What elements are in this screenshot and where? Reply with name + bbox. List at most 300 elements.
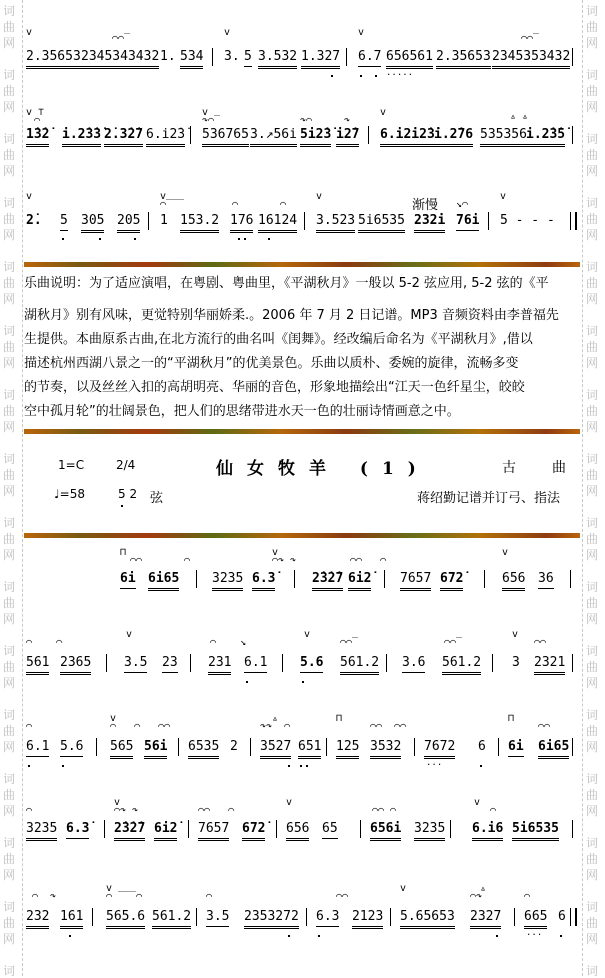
note-group: 6.3̇ [252,572,275,591]
tempo-mark: 渐慢 [412,198,439,213]
low-octave-dot [134,238,136,240]
time-signature: 2/4 [116,458,136,472]
low-octave-dot [306,765,308,767]
note-group: i.2̇3̇5̇ [526,128,565,147]
genre-label-2: 曲 [552,460,566,476]
slur-mark: ⌒ [34,115,41,126]
slur-mark: ⌒ [280,199,287,210]
watermark-char: 曲 [586,660,599,674]
watermark-char: 网 [586,548,599,562]
watermark-char: 网 [3,804,16,818]
slur-mark: ⌒⌒‾ [112,33,131,44]
watermark-char: 词 [586,388,599,402]
watermark-char: 网 [3,164,16,178]
slur-mark: ⌒⌒‾ [340,637,359,648]
tuning-label: 弦 [150,491,164,506]
note-group: 161 [60,910,83,929]
watermark-char: 词 [3,68,16,82]
slur-mark: ⌒ [524,891,531,902]
note-group: 6.i6 [472,822,503,841]
note-group: 2345343432 [81,50,159,69]
watermark-char: 词 [3,708,16,722]
low-octave-dot [28,765,30,767]
note-group: 2123 [352,910,383,929]
watermark-char: 曲 [586,852,599,866]
watermark-char: 网 [3,420,16,434]
breath-mark: v [400,883,407,894]
breath-mark: v [114,797,121,808]
note-group: 56i [144,740,167,759]
slur-mark: ⌒ ↘ [210,637,247,648]
low-octave-dot [121,505,123,507]
watermark-char: 网 [3,868,16,882]
slur-mark: ⌒⌒ ⌒ [350,555,387,566]
slur-mark: ⌒⌒ ⌒ [372,805,397,816]
bar-line [384,570,385,588]
watermark-char: 曲 [586,84,599,98]
watermark-char: 网 [586,420,599,434]
watermark-char: 曲 [3,916,16,930]
watermark-char: 词 [586,196,599,210]
watermark-char: 网 [586,36,599,50]
watermark-char: 曲 [586,404,599,418]
note-group: 3.532 [258,50,297,69]
note-group: 5 [244,50,252,67]
note-group: 125 [336,740,359,759]
watermark-char: 词 [3,836,16,850]
note-group: 16124 [258,214,297,233]
watermark-char: 网 [3,484,16,498]
note-group: 5.65653 [400,910,455,929]
description-line: 乐曲说明：为了适应演唱，在粤剧、粤曲里，《平湖秋月》一般以 5-2 弦应用, 5-2 弦的《平 [24,276,549,291]
note-group: 6i [508,740,524,757]
note-group: 672̇ [440,572,463,591]
breath-mark: v [224,27,231,38]
note-group: 6i [120,572,136,589]
watermark-char: 网 [586,740,599,754]
note-group: 3532 [370,740,401,759]
note-group: 7672 [424,740,455,759]
watermark-char: 网 [586,292,599,306]
bar-line [346,48,347,66]
watermark-char: 曲 [586,468,599,482]
score-piece-2 [24,540,580,976]
note-group: 5i6535 [358,214,405,233]
bar-line [488,212,489,230]
slur-mark: ⌒⌒ ⌒ [198,805,235,816]
watermark-column-right [582,0,605,976]
watermark-char: 网 [586,228,599,242]
watermark-char: 词 [3,132,16,146]
breath-mark: v [316,191,323,202]
breath-mark: v [126,629,133,640]
watermark-char: 词 [3,324,16,338]
slur-mark: ⌒ [184,555,191,566]
breath-mark: v [106,883,113,894]
low-octave-dot [99,238,101,240]
slur-mark: ⌒ ⌒ ⌒⌒ [110,721,171,732]
score-line-3 [24,710,580,780]
bar-line [572,126,573,144]
slur-mark: ⌒↷ [470,891,483,902]
bar-line [386,654,387,672]
note-group: 2̇3̇2̇7 [312,572,343,591]
slur-mark: ⌒ ↷ [32,891,57,902]
slur-mark: ⌒↷ ↷ [272,555,297,566]
note-group: 1.327 [301,50,340,69]
low-octave-dot [360,75,362,77]
bar-line [106,654,107,672]
watermark-char: 词 [3,260,16,274]
note-group: 6 [478,739,486,754]
note-group: i.2̇3̇3̇ [62,128,101,147]
breath-mark: v [286,797,293,808]
bar-line [282,654,283,672]
watermark-char: 网 [3,100,16,114]
low-octave-dot [331,75,333,77]
watermark-char: 曲 [3,596,16,610]
bar-line [326,738,327,756]
bar-line [104,820,105,838]
up-bow-mark: ⊓ [120,547,127,558]
note-group: 2321 [534,656,565,675]
note-group: 6i2̇ [348,572,371,591]
note-group: 6.3 [316,910,339,927]
note-group: 656561 [386,50,433,69]
note-group: 6535 [188,740,219,759]
low-octave-dot [268,238,270,240]
note-group: 5i6535 [512,822,559,841]
slur-mark: ⌒ [232,199,239,210]
slur-mark: ⌒↷ ↷ [114,805,139,816]
score-line-1 [24,544,580,614]
note-group: 2̇.3̇2̇7 [104,128,143,147]
note-group: 5.6 [300,656,323,673]
note-group: 3.↗56i [250,128,297,147]
low-octave-dots: ... [526,928,543,938]
note-group: 5.6 [60,740,83,757]
watermark-char: 曲 [3,468,16,482]
score-line-2 [24,628,580,698]
watermark-char: 词 [586,964,599,978]
slur-mark: ⌒ ⌒ [26,637,63,648]
bar-line [188,820,189,838]
watermark-char: 曲 [3,212,16,226]
note-group: 6i65 [538,740,569,759]
note-group: 656i [370,822,401,841]
note-group: 665 [524,910,547,929]
accent-mark: ▵ [480,883,487,894]
note-group: 3.523 [316,214,355,233]
note-group: 76i [456,214,479,231]
note-group: 565 [110,740,133,759]
watermark-char: 网 [586,484,599,498]
decorative-divider [24,533,580,538]
watermark-char: 词 [3,772,16,786]
score-piece-1 [24,0,580,255]
low-octave-dot [69,935,71,937]
watermark-char: 词 [586,708,599,722]
low-octave-dot [318,935,320,937]
genre-label: 古 [502,460,516,476]
bar-line [368,126,369,144]
low-octave-dot [300,765,302,767]
slur-mark: ⌒⌒‾ [444,637,463,648]
bar-line [212,48,213,66]
watermark-char: 词 [586,836,599,850]
note-group: 1̇3̇2̇ [26,128,49,147]
watermark-char: 词 [586,68,599,82]
score-line-5 [24,882,580,952]
watermark-char: 网 [586,100,599,114]
note-group: 561.2 [340,656,379,675]
bar-line [570,570,571,588]
bar-line [92,908,93,926]
bar-line [306,908,307,926]
slur-mark: ⌒ [206,891,213,902]
watermark-char: 网 [3,676,16,690]
watermark-char: 词 [586,324,599,338]
transcriber-credit: 蒋绍勤记谱并订弓、指法 [417,491,561,506]
watermark-char: 网 [586,164,599,178]
bar-line [450,820,451,838]
low-octave-dot [246,681,248,683]
watermark-char: 曲 [3,788,16,802]
note-group: i.2̇76 [434,128,473,147]
bar-line [492,654,493,672]
watermark-char: 词 [586,644,599,658]
final-bar-line [570,212,577,230]
watermark-char: 曲 [586,724,599,738]
watermark-char: 曲 [3,84,16,98]
note-group: 176 [230,214,253,233]
tuning: 5 2 [118,487,138,501]
breath-mark: v [272,547,279,558]
note-group: 6.1 [26,740,49,757]
note-group: 3235 [414,822,445,841]
note-group: 2327 [470,910,501,929]
bar-line [276,820,277,838]
bar-line [190,126,191,144]
description-line: 的节奏，以及丝丝入扣的高胡明亮、华丽的音色，形象地描绘出“江天一色纤星尘，皎皎 [24,380,525,395]
note-group: 6 [558,909,566,924]
note-group: 2365 [60,656,91,675]
note-group: 1. [160,49,176,64]
key-signature: 1=C [58,458,85,472]
score-line-1 [24,20,580,90]
slur-mark: ⌒ ‾‾‾⌒ [106,891,143,902]
watermark-char: 网 [586,676,599,690]
note-group: 6.i2̇3̇ [146,128,185,147]
note-group: 6.3̇ [66,822,89,839]
watermark-char: 词 [3,388,16,402]
watermark-char: 曲 [586,788,599,802]
slur-mark: ⌒ [26,721,33,732]
note-group: 3.5 [206,910,229,927]
score-line-4 [24,796,580,866]
note-group: 232̇i [414,214,445,233]
low-octave-dots: ..... [386,68,414,78]
bar-line [572,48,573,66]
watermark-char: 曲 [586,276,599,290]
watermark-char: 曲 [3,340,16,354]
bar-line [96,738,97,756]
score-line-3 [24,188,580,258]
watermark-char: 网 [3,292,16,306]
watermark-char: 网 [586,356,599,370]
watermark-char: 网 [3,228,16,242]
low-octave-dot [302,681,304,683]
bar-line [190,654,191,672]
description-line: 湖秋月》别有风味，更觉特别华丽娇柔.。2006 年 7 月 2 日记谱。MP3 音频资料由李普福先 [24,308,559,323]
note-group: 561.2 [442,656,481,675]
description-line: 空中孤月轮”的壮阔景色，把人们的思绪带进水天一色的壮丽诗情画意之中。 [24,404,460,419]
watermark-char: 曲 [586,596,599,610]
slur-mark: ⌒⌒ [336,891,349,902]
bar-line [484,570,485,588]
note-group: 7657 [400,572,431,591]
note-group: 561 [26,656,49,675]
decorative-divider [24,429,580,434]
low-octave-dots: ... [426,758,443,768]
note-group: 6.i2̇i2̇3̇ [380,128,435,147]
breath-mark: v [512,629,519,640]
note-group: 3.6 [402,656,425,673]
bar-line [498,738,499,756]
score-line-2 [24,106,580,176]
watermark-char: 曲 [3,20,16,34]
note-group: 651 [298,740,321,759]
slur-mark: ↷ [344,115,351,126]
watermark-char: 词 [586,772,599,786]
note-group: i2̇7 [336,128,359,147]
note-group: 3. [224,49,240,64]
watermark-char: 网 [3,356,16,370]
note-group: 36 [538,572,554,589]
description-line: 生提供。本曲原系古曲,在北方流行的曲名叫《闺舞》。经改编后命名为《平湖秋月》,借以 [24,332,533,347]
bar-line [390,908,391,926]
note-group: 6.1 [244,656,267,673]
note-group: 5 [60,214,68,231]
bar-line [250,738,251,756]
watermark-char: 网 [586,932,599,946]
decorative-divider [24,262,580,267]
tempo-marking: ♩=58 [54,487,85,501]
note-group: 6.7 [358,50,381,67]
watermark-char: 词 [3,644,16,658]
note-group: 2̇3̇2̇7 [114,822,145,841]
watermark-char: 词 [586,4,599,18]
breath-mark: v [304,629,311,640]
bar-line [304,212,305,230]
note-group: 153.2 [180,214,219,233]
breath-mark: v [110,713,117,724]
slur-mark: ⌒ [490,805,497,816]
note-group: 535356 [480,128,527,147]
bar-line [148,212,149,230]
low-octave-dot [238,238,240,240]
watermark-char: 词 [586,516,599,530]
slur-mark: ⌒⌒ [538,721,551,732]
accent-mark: ▵ ▵ [510,111,529,122]
note-group: 65 [322,822,338,839]
bar-line [196,570,197,588]
watermark-char: 网 [586,804,599,818]
up-bow-mark: ⊓ [508,713,515,724]
breath-mark: v [500,191,507,202]
breath-mark: v [202,107,209,118]
note-group: 2345353432 [492,50,570,69]
watermark-char: 词 [586,900,599,914]
note-group: 565.6 [106,910,145,929]
slur-mark: ↷⌒ [300,115,313,126]
low-octave-dot [560,935,562,937]
bar-line [514,908,515,926]
bar-line [196,908,197,926]
watermark-char: 网 [586,868,599,882]
slur-mark: ↘⌒ [456,199,469,210]
accent-mark: ▵ [272,713,279,724]
bar-line [572,654,573,672]
watermark-char: 曲 [586,340,599,354]
watermark-char: 网 [3,612,16,626]
note-group: 1 [160,213,168,228]
watermark-char: 网 [586,612,599,626]
watermark-char: 词 [3,580,16,594]
note-group: 534 [180,50,203,69]
watermark-char: 曲 [3,532,16,546]
bar-line [360,820,361,838]
watermark-column-left [0,0,23,976]
watermark-char: 曲 [586,916,599,930]
watermark-char: 词 [586,260,599,274]
breath-mark: v [358,27,365,38]
watermark-char: 词 [3,196,16,210]
note-group: 23 [162,656,178,673]
watermark-char: 词 [3,4,16,18]
note-group: 3 [512,655,520,670]
note-group: 656 [286,822,309,841]
breath-mark: v [160,191,167,202]
watermark-char: 曲 [3,148,16,162]
watermark-char: 曲 [3,404,16,418]
watermark-char: 曲 [3,276,16,290]
slur-mark: ⌒⌒ [130,555,143,566]
watermark-char: 词 [3,516,16,530]
note-group: 672̇ [242,822,265,841]
low-octave-dot [62,765,64,767]
watermark-char: 词 [586,452,599,466]
description-line: 描述杭州西湖八景之一的“平湖秋月”的优美景色。乐曲以质朴、委婉的旋律，流畅多变 [24,356,519,371]
watermark-char: 曲 [586,20,599,34]
note-group: 3.5 [124,656,147,673]
breath-mark: v [474,797,481,808]
low-octave-dot [375,75,377,77]
note-group: 3235 [26,822,57,841]
note-group: 561.2 [152,910,191,929]
description-block [24,272,580,424]
low-octave-dot [496,935,498,937]
note-group: 5i2̇3̇ [300,128,331,147]
bar-line [294,570,295,588]
low-octave-dot [288,935,290,937]
bar-line [414,738,415,756]
note-group: 305 [81,214,104,233]
watermark-char: 曲 [586,532,599,546]
note-group: 6i2̇ [154,822,177,841]
piece-title: 仙女牧羊 (1) [216,459,430,479]
note-group: 2353272 [244,910,299,929]
